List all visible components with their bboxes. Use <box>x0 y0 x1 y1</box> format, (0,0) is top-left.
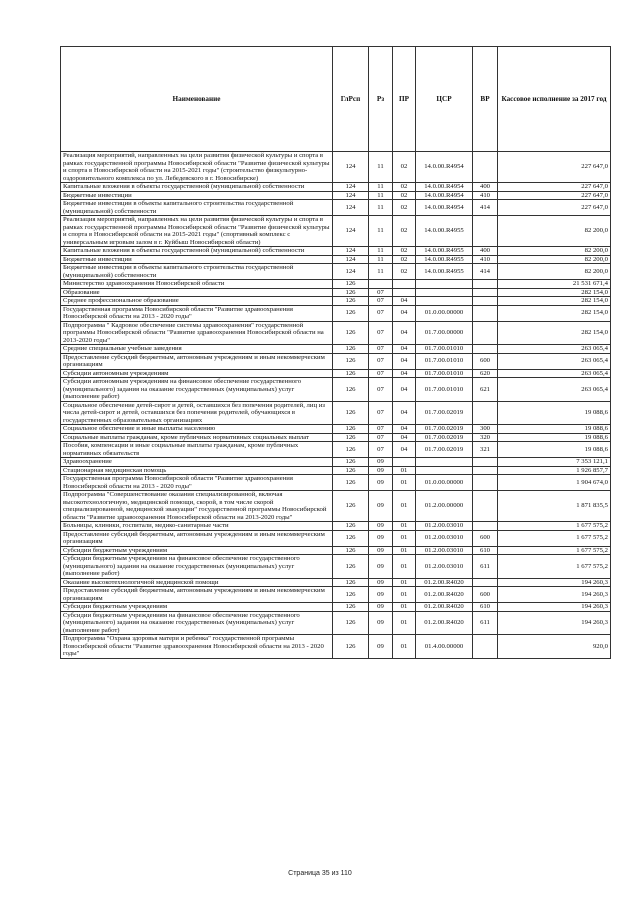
cell-csr: 01.7.00.02019 <box>416 433 473 442</box>
cell-vr: 300 <box>473 425 498 434</box>
cell-csr: 01.7.00.02019 <box>416 425 473 434</box>
cell-grs: 124 <box>333 152 369 183</box>
cell-amount: 263 065,4 <box>498 369 611 378</box>
cell-rz: 07 <box>369 321 393 345</box>
cell-pr: 01 <box>393 578 416 587</box>
cell-pr: 01 <box>393 555 416 579</box>
cell-vr <box>473 216 498 247</box>
cell-name: Субсидии бюджетным учреждениям <box>61 603 333 612</box>
cell-grs: 126 <box>333 578 369 587</box>
cell-amount: 194 260,3 <box>498 611 611 635</box>
cell-vr: 600 <box>473 353 498 369</box>
page-number: Страница 35 из 110 <box>288 870 352 877</box>
cell-pr: 02 <box>393 200 416 216</box>
cell-pr: 01 <box>393 587 416 603</box>
cell-vr <box>473 635 498 659</box>
cell-vr <box>473 321 498 345</box>
cell-amount: 1 677 575,2 <box>498 555 611 579</box>
cell-grs: 126 <box>333 555 369 579</box>
cell-csr: 01.2.00.03010 <box>416 522 473 531</box>
cell-rz: 09 <box>369 578 393 587</box>
cell-grs: 126 <box>333 466 369 475</box>
cell-csr: 14.0.00.R4954 <box>416 191 473 200</box>
cell-grs: 126 <box>333 442 369 458</box>
cell-pr: 04 <box>393 353 416 369</box>
table-row <box>61 603 611 612</box>
cell-amount: 19 088,6 <box>498 425 611 434</box>
cell-pr <box>393 288 416 297</box>
cell-grs: 126 <box>333 321 369 345</box>
cell-amount: 263 065,4 <box>498 378 611 402</box>
table-row <box>61 305 611 321</box>
cell-grs: 126 <box>333 433 369 442</box>
cell-rz: 11 <box>369 255 393 264</box>
cell-amount: 19 088,6 <box>498 442 611 458</box>
cell-pr: 01 <box>393 491 416 522</box>
cell-pr: 04 <box>393 369 416 378</box>
table-row <box>61 587 611 603</box>
cell-rz: 09 <box>369 587 393 603</box>
header-csr: ЦСР <box>416 47 473 152</box>
cell-pr: 01 <box>393 466 416 475</box>
cell-vr: 414 <box>473 200 498 216</box>
cell-name: Пособия, компенсации и иные социальные выплаты гражданам, кроме публичных нормативных обязательств <box>61 442 333 458</box>
cell-grs: 126 <box>333 475 369 491</box>
table-row <box>61 578 611 587</box>
cell-grs: 126 <box>333 522 369 531</box>
cell-name: Социальные выплаты гражданам, кроме публичных нормативных социальных выплат <box>61 433 333 442</box>
cell-name: Министерство здравоохранения Новосибирской области <box>61 280 333 289</box>
cell-csr: 01.7.00.00000 <box>416 321 473 345</box>
cell-amount: 227 647,0 <box>498 183 611 192</box>
cell-csr: 01.0.00.00000 <box>416 475 473 491</box>
table-row <box>61 183 611 192</box>
table-row <box>61 458 611 467</box>
cell-amount: 82 200,0 <box>498 216 611 247</box>
cell-rz: 07 <box>369 378 393 402</box>
header-name: Наименование <box>61 47 333 152</box>
cell-csr: 01.7.00.01010 <box>416 353 473 369</box>
cell-csr: 01.2.00.R4020 <box>416 611 473 635</box>
cell-amount: 1 926 857,7 <box>498 466 611 475</box>
cell-vr <box>473 475 498 491</box>
cell-name: Здравоохранение <box>61 458 333 467</box>
cell-name: Бюджетные инвестиции в объекты капитального строительства государственной (муниципальной) собственности <box>61 264 333 280</box>
cell-amount: 19 088,6 <box>498 401 611 425</box>
table-row <box>61 522 611 531</box>
cell-grs: 126 <box>333 353 369 369</box>
table-row <box>61 442 611 458</box>
cell-pr <box>393 458 416 467</box>
cell-grs: 124 <box>333 183 369 192</box>
cell-rz: 07 <box>369 297 393 306</box>
cell-csr: 14.0.00.R4955 <box>416 216 473 247</box>
table-row <box>61 611 611 635</box>
table-row <box>61 433 611 442</box>
cell-vr <box>473 491 498 522</box>
cell-vr <box>473 466 498 475</box>
cell-rz: 09 <box>369 466 393 475</box>
cell-vr: 600 <box>473 587 498 603</box>
cell-vr: 610 <box>473 603 498 612</box>
cell-vr: 321 <box>473 442 498 458</box>
cell-amount: 282 154,0 <box>498 288 611 297</box>
cell-csr <box>416 280 473 289</box>
cell-rz: 11 <box>369 200 393 216</box>
cell-pr: 01 <box>393 546 416 555</box>
cell-amount: 282 154,0 <box>498 321 611 345</box>
cell-vr: 400 <box>473 247 498 256</box>
cell-csr: 01.4.00.00000 <box>416 635 473 659</box>
cell-pr: 02 <box>393 264 416 280</box>
cell-amount: 1 677 575,2 <box>498 530 611 546</box>
cell-grs: 126 <box>333 297 369 306</box>
cell-amount: 1 677 575,2 <box>498 522 611 531</box>
cell-csr: 01.2.00.03010 <box>416 530 473 546</box>
cell-csr <box>416 458 473 467</box>
cell-vr: 611 <box>473 555 498 579</box>
cell-vr <box>473 305 498 321</box>
cell-name: Подпрограмма "Охрана здоровья матери и ребенка" государственной программы Новосибирской области "Развитие здравоохранения Новосибирской области на 2013 - 2020 годы" <box>61 635 333 659</box>
table-row <box>61 369 611 378</box>
cell-name: Капитальные вложения в объекты государственной (муниципальной) собственности <box>61 183 333 192</box>
cell-grs: 124 <box>333 200 369 216</box>
cell-pr: 04 <box>393 321 416 345</box>
cell-rz: 11 <box>369 152 393 183</box>
cell-csr: 01.0.00.00000 <box>416 305 473 321</box>
table-row <box>61 191 611 200</box>
cell-name: Государственная программа Новосибирской области "Развитие здравоохранения Новосибирской области на 2013 - 2020 годы" <box>61 305 333 321</box>
cell-pr: 04 <box>393 442 416 458</box>
cell-amount: 82 200,0 <box>498 255 611 264</box>
cell-name: Реализация мероприятий, направленных на цели развития физической культуры и спорта в рамках государственной программы Новосибирской области "Развитие физической культуры и спорта в Новосибирской области на 2015-2021 годы" (строительство физкультурно-оздоровительного комплекса по ул. Лебедевского в г. Новосибирске) <box>61 152 333 183</box>
cell-rz: 07 <box>369 425 393 434</box>
cell-rz: 07 <box>369 369 393 378</box>
cell-name: Субсидии автономным учреждениям на финансовое обеспечение государственного (муниципального) задания на оказание государственных (муниципальных) услуг (выполнение работ) <box>61 378 333 402</box>
cell-grs: 124 <box>333 247 369 256</box>
cell-amount: 263 065,4 <box>498 345 611 354</box>
cell-vr: 610 <box>473 546 498 555</box>
cell-csr: 14.0.00.R4954 <box>416 152 473 183</box>
cell-name: Предоставление субсидий бюджетным, автономным учреждениям и иным некоммерческим организациям <box>61 353 333 369</box>
cell-rz: 09 <box>369 475 393 491</box>
cell-rz: 09 <box>369 555 393 579</box>
cell-csr: 01.7.00.02019 <box>416 442 473 458</box>
cell-amount: 1 904 674,0 <box>498 475 611 491</box>
table-row <box>61 297 611 306</box>
cell-name: Средние специальные учебные заведения <box>61 345 333 354</box>
cell-grs: 126 <box>333 378 369 402</box>
table-row <box>61 530 611 546</box>
table-row <box>61 555 611 579</box>
cell-grs: 126 <box>333 345 369 354</box>
cell-grs: 126 <box>333 458 369 467</box>
cell-vr <box>473 458 498 467</box>
cell-grs: 124 <box>333 191 369 200</box>
cell-pr: 01 <box>393 475 416 491</box>
cell-csr: 14.0.00.R4954 <box>416 200 473 216</box>
cell-grs: 126 <box>333 635 369 659</box>
header-vr: ВР <box>473 47 498 152</box>
cell-rz: 09 <box>369 458 393 467</box>
cell-name: Социальное обеспечение и иные выплаты населению <box>61 425 333 434</box>
cell-name: Больницы, клиники, госпитали, медико-санитарные части <box>61 522 333 531</box>
cell-name: Государственная программа Новосибирской области "Развитие здравоохранения Новосибирской области на 2013 - 2020 годы" <box>61 475 333 491</box>
cell-grs: 126 <box>333 491 369 522</box>
cell-pr: 04 <box>393 297 416 306</box>
cell-csr: 14.0.00.R4955 <box>416 264 473 280</box>
table-row <box>61 378 611 402</box>
cell-grs: 126 <box>333 425 369 434</box>
cell-rz: 11 <box>369 216 393 247</box>
cell-vr <box>473 578 498 587</box>
cell-rz: 09 <box>369 522 393 531</box>
cell-amount: 227 647,0 <box>498 191 611 200</box>
cell-name: Подпрограмма " Кадровое обеспечение системы здравоохранения" государственной программы Новосибирской области "Развитие здравоохранения Новосибирской области на 2013-2020 годы" <box>61 321 333 345</box>
cell-rz: 11 <box>369 191 393 200</box>
cell-rz: 11 <box>369 264 393 280</box>
cell-grs: 126 <box>333 587 369 603</box>
cell-rz: 11 <box>369 247 393 256</box>
table-row <box>61 345 611 354</box>
cell-amount: 282 154,0 <box>498 297 611 306</box>
cell-rz: 09 <box>369 635 393 659</box>
cell-name: Субсидии бюджетным учреждениям на финансовое обеспечение государственного (муниципального) задания на оказание государственных (муниципальных) услуг (выполнение работ) <box>61 611 333 635</box>
cell-rz: 07 <box>369 305 393 321</box>
header-pr: ПР <box>393 47 416 152</box>
cell-rz: 09 <box>369 603 393 612</box>
table-row <box>61 475 611 491</box>
cell-vr: 410 <box>473 191 498 200</box>
cell-name: Бюджетные инвестиции <box>61 191 333 200</box>
table-row <box>61 288 611 297</box>
cell-name: Образование <box>61 288 333 297</box>
header-amount: Кассовое исполнение за 2017 год <box>498 47 611 152</box>
cell-amount: 194 260,3 <box>498 603 611 612</box>
cell-vr: 600 <box>473 530 498 546</box>
cell-pr: 02 <box>393 216 416 247</box>
cell-amount: 227 647,0 <box>498 152 611 183</box>
table-row <box>61 466 611 475</box>
table-row <box>61 255 611 264</box>
cell-amount: 1 677 575,2 <box>498 546 611 555</box>
cell-csr: 14.0.00.R4955 <box>416 255 473 264</box>
cell-pr: 01 <box>393 603 416 612</box>
table-row <box>61 491 611 522</box>
cell-grs: 124 <box>333 264 369 280</box>
cell-csr: 01.7.00.01010 <box>416 345 473 354</box>
cell-name: Бюджетные инвестиции в объекты капитального строительства государственной (муниципальной) собственности <box>61 200 333 216</box>
cell-csr: 01.2.00.03010 <box>416 546 473 555</box>
cell-pr: 04 <box>393 433 416 442</box>
table-row <box>61 216 611 247</box>
cell-csr: 01.7.00.02019 <box>416 401 473 425</box>
cell-pr: 02 <box>393 152 416 183</box>
cell-vr: 611 <box>473 611 498 635</box>
cell-grs: 126 <box>333 280 369 289</box>
cell-vr: 620 <box>473 369 498 378</box>
cell-csr <box>416 297 473 306</box>
cell-rz: 07 <box>369 288 393 297</box>
cell-rz: 09 <box>369 491 393 522</box>
cell-vr: 320 <box>473 433 498 442</box>
table-row <box>61 401 611 425</box>
cell-amount: 19 088,6 <box>498 433 611 442</box>
cell-amount: 920,0 <box>498 635 611 659</box>
cell-pr: 02 <box>393 183 416 192</box>
cell-name: Субсидии бюджетным учреждениям на финансовое обеспечение государственного (муниципального) задания на оказание государственных (муниципальных) услуг (выполнение работ) <box>61 555 333 579</box>
cell-vr <box>473 401 498 425</box>
table-body <box>61 152 611 659</box>
cell-csr <box>416 288 473 297</box>
cell-name: Подпрограмма "Совершенствование оказания специализированной, включая высокотехнологичную, медицинской помощи, скорой, в том числе скорой специализированной, медицинской эвакуации" государственной программы Новосибирской области "Развитие здравоохранения Новосибирской области на 2013-2020 годы" <box>61 491 333 522</box>
cell-pr: 04 <box>393 305 416 321</box>
cell-rz: 09 <box>369 546 393 555</box>
cell-rz <box>369 280 393 289</box>
cell-pr: 04 <box>393 378 416 402</box>
cell-amount: 227 647,0 <box>498 200 611 216</box>
header-rz: Рз <box>369 47 393 152</box>
cell-grs: 126 <box>333 611 369 635</box>
table-row <box>61 353 611 369</box>
cell-amount: 82 200,0 <box>498 247 611 256</box>
cell-rz: 09 <box>369 611 393 635</box>
cell-name: Предоставление субсидий бюджетным, автономным учреждениям и иным некоммерческим организациям <box>61 530 333 546</box>
cell-name: Среднее профессиональное образование <box>61 297 333 306</box>
cell-grs: 126 <box>333 305 369 321</box>
cell-grs: 126 <box>333 401 369 425</box>
cell-vr <box>473 297 498 306</box>
cell-grs: 126 <box>333 288 369 297</box>
cell-rz: 07 <box>369 401 393 425</box>
cell-csr: 01.2.00.03010 <box>416 555 473 579</box>
cell-amount: 194 260,3 <box>498 587 611 603</box>
cell-rz: 07 <box>369 353 393 369</box>
cell-rz: 07 <box>369 345 393 354</box>
cell-rz: 07 <box>369 442 393 458</box>
cell-name: Предоставление субсидий бюджетным, автономным учреждениям и иным некоммерческим организациям <box>61 587 333 603</box>
cell-csr <box>416 466 473 475</box>
table-row <box>61 425 611 434</box>
table-row <box>61 264 611 280</box>
cell-grs: 124 <box>333 216 369 247</box>
cell-csr: 01.7.00.01010 <box>416 369 473 378</box>
cell-pr: 04 <box>393 345 416 354</box>
cell-amount: 194 260,3 <box>498 578 611 587</box>
cell-rz: 09 <box>369 530 393 546</box>
table-row <box>61 635 611 659</box>
cell-name: Бюджетные инвестиции <box>61 255 333 264</box>
cell-csr: 01.2.00.00000 <box>416 491 473 522</box>
cell-csr: 01.2.00.R4020 <box>416 587 473 603</box>
cell-vr: 621 <box>473 378 498 402</box>
table-row <box>61 247 611 256</box>
cell-pr: 04 <box>393 425 416 434</box>
cell-rz: 11 <box>369 183 393 192</box>
table-row <box>61 321 611 345</box>
budget-table <box>60 46 611 659</box>
cell-csr: 01.2.00.R4020 <box>416 603 473 612</box>
cell-grs: 124 <box>333 255 369 264</box>
cell-csr: 14.0.00.R4955 <box>416 247 473 256</box>
cell-vr: 400 <box>473 183 498 192</box>
cell-name: Реализация мероприятий, направленных на цели развития физической культуры и спорта в рамках государственной программы Новосибирской области "Развитие физической культуры и спорта в Новосибирской области на 2015-2021 годы" (спортивный комплекс с универсальным игровым залом в г. Куйбыш Новосибирской области) <box>61 216 333 247</box>
cell-vr <box>473 280 498 289</box>
cell-pr: 01 <box>393 530 416 546</box>
cell-name: Стационарная медицинская помощь <box>61 466 333 475</box>
cell-amount: 82 200,0 <box>498 264 611 280</box>
cell-vr: 414 <box>473 264 498 280</box>
table-header-row <box>61 47 611 152</box>
cell-csr: 01.2.00.R4020 <box>416 578 473 587</box>
cell-pr: 01 <box>393 635 416 659</box>
cell-name: Капитальные вложения в объекты государственной (муниципальной) собственности <box>61 247 333 256</box>
cell-name: Субсидии бюджетным учреждениям <box>61 546 333 555</box>
cell-name: Социальное обеспечение детей-сирот и детей, оставшихся без попечения родителей, лиц из числа детей-сирот и детей, оставшихся без попечения родителей, обучающихся в государственных образовательных организациях <box>61 401 333 425</box>
cell-vr <box>473 288 498 297</box>
cell-pr: 04 <box>393 401 416 425</box>
table-row <box>61 280 611 289</box>
cell-csr: 01.7.00.01010 <box>416 378 473 402</box>
cell-rz: 07 <box>369 433 393 442</box>
cell-vr <box>473 345 498 354</box>
table-row <box>61 546 611 555</box>
cell-amount: 1 871 835,5 <box>498 491 611 522</box>
cell-csr: 14.0.00.R4954 <box>416 183 473 192</box>
cell-grs: 126 <box>333 546 369 555</box>
cell-pr <box>393 280 416 289</box>
cell-amount: 282 154,0 <box>498 305 611 321</box>
cell-grs: 126 <box>333 369 369 378</box>
cell-pr: 02 <box>393 247 416 256</box>
cell-pr: 02 <box>393 191 416 200</box>
cell-vr: 410 <box>473 255 498 264</box>
cell-name: Оказание высокотехнологичной медицинской помощи <box>61 578 333 587</box>
table-row <box>61 152 611 183</box>
header-grs: ГлРсп <box>333 47 369 152</box>
cell-amount: 7 353 121,1 <box>498 458 611 467</box>
cell-grs: 126 <box>333 530 369 546</box>
cell-vr <box>473 522 498 531</box>
cell-pr: 01 <box>393 522 416 531</box>
cell-grs: 126 <box>333 603 369 612</box>
table-row <box>61 200 611 216</box>
cell-pr: 02 <box>393 255 416 264</box>
cell-name: Субсидии автономным учреждениям <box>61 369 333 378</box>
cell-vr <box>473 152 498 183</box>
cell-amount: 21 531 671,4 <box>498 280 611 289</box>
cell-pr: 01 <box>393 611 416 635</box>
cell-amount: 263 065,4 <box>498 353 611 369</box>
